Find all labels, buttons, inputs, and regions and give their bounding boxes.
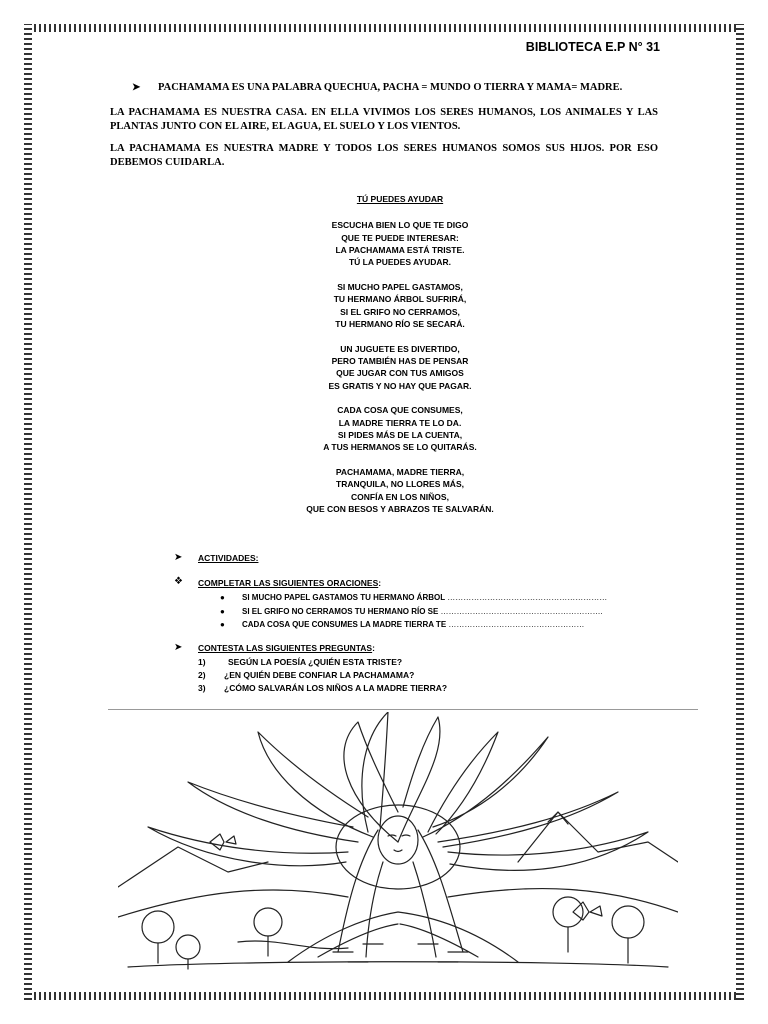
poem-line: SI PIDES MÁS DE LA CUENTA, xyxy=(337,429,463,440)
poem-line: UN JUGUETE ES DIVERTIDO, xyxy=(340,343,460,354)
poem-line: QUE TE PUEDE INTERESAR: xyxy=(341,232,459,243)
poem-line: ES GRATIS Y NO HAY QUE PAGAR. xyxy=(328,380,472,391)
activities-heading: ACTIVIDADES: xyxy=(198,553,259,563)
poem-line: ESCUCHA BIEN LO QUE TE DIGO xyxy=(331,220,469,231)
dot-bullet-icon: ● xyxy=(220,606,225,616)
poem-line: LA PACHAMAMA ESTÁ TRISTE. xyxy=(335,244,465,255)
poem-stanza xyxy=(200,343,600,392)
poem-line: CONFÍA EN LOS NIÑOS, xyxy=(351,491,449,502)
poem-line: LA MADRE TIERRA TE LO DA. xyxy=(338,417,462,428)
poem-stanza xyxy=(200,281,600,330)
arrow-bullet-icon: ➤ xyxy=(132,82,141,93)
poem-line: SI MUCHO PAPEL GASTAMOS, xyxy=(337,281,463,292)
poem-line: TU HERMANO ÁRBOL SUFRIRÁ, xyxy=(333,294,467,305)
pachamama-illustration xyxy=(118,712,678,974)
answer-blank[interactable]: …………………………………………………… xyxy=(447,593,608,602)
poem-line: TRANQUILA, NO LLORES MÁS, xyxy=(336,479,464,490)
list-item: ● SI MUCHO PAPEL GASTAMOS TU HERMANO ÁRBOL …………………………………………………… xyxy=(220,591,607,605)
poem-line: PERO TAMBIÉN HAS DE PENSAR xyxy=(331,355,469,366)
arrow-bullet-icon: ➤ xyxy=(174,552,183,563)
answer-blank[interactable]: ……………………………………………………. xyxy=(440,606,603,616)
intro-bullet-text: PACHAMAMA ES UNA PALABRA QUECHUA, PACHA = MUNDO O TIERRA Y MAMA= MADRE. xyxy=(158,82,623,93)
poem xyxy=(200,193,600,528)
poem-line: QUE CON BESOS Y ABRAZOS TE SALVARÁN. xyxy=(306,503,494,514)
page-border-left xyxy=(24,24,32,1000)
list-item: ● SI EL GRIFO NO CERRAMOS TU HERMANO RÍO SE ……………………………………………………. xyxy=(220,605,607,619)
list-item: 2) ¿EN QUIÉN DEBE CONFIAR LA PACHAMAMA? xyxy=(198,670,415,680)
poem-title: TÚ PUEDES AYUDAR xyxy=(356,194,444,204)
page-header-title: BIBLIOTECA E.P N° 31 xyxy=(525,40,660,54)
complete-list xyxy=(220,591,607,632)
poem-stanza xyxy=(200,466,600,515)
dot-bullet-icon: ● xyxy=(220,593,225,602)
intro-paragraph-2: LA PACHAMAMA ES NUESTRA MADRE Y TODOS LOS SERES HUMANOS SOMOS SUS HIJOS. POR ESO DEBEMOS CUIDARLA. xyxy=(110,143,658,168)
page-border-right xyxy=(736,24,744,1000)
intro-paragraph-1: LA PACHAMAMA ES NUESTRA CASA. EN ELLA VIVIMOS LOS SERES HUMANOS, LOS ANIMALES Y LAS PLANTAS JUNTO CON EL AIRE, EL AGUA, EL SUELO Y LOS VIENTOS. xyxy=(110,107,658,132)
questions-heading: CONTESTA LAS SIGUIENTES PREGUNTAS: xyxy=(198,643,375,653)
poem-line: A TUS HERMANOS SE LO QUITARÁS. xyxy=(323,442,477,453)
poem-stanza xyxy=(200,219,600,268)
page-border-top xyxy=(24,24,744,32)
answer-blank[interactable]: …………………………………………… xyxy=(448,620,585,629)
dot-bullet-icon: ● xyxy=(220,620,225,629)
arrow-bullet-icon: ➤ xyxy=(174,642,183,653)
diamond-bullet-icon: ❖ xyxy=(174,576,183,587)
poem-stanza xyxy=(200,404,600,453)
list-item: 1) SEGÚN LA POESÍA ¿QUIÉN ESTA TRISTE? xyxy=(198,657,403,667)
complete-heading-text: COMPLETAR LAS SIGUIENTES ORACIONES xyxy=(198,578,379,588)
divider xyxy=(108,709,698,710)
poem-line: TU HERMANO RÍO SE SECARÁ. xyxy=(335,318,465,329)
poem-line: SI EL GRIFO NO CERRAMOS, xyxy=(340,306,460,317)
poem-line: TÚ LA PUEDES AYUDAR. xyxy=(348,257,451,268)
poem-line: CADA COSA QUE CONSUMES, xyxy=(337,405,463,416)
list-item: ● CADA COSA QUE CONSUMES LA MADRE TIERRA TE …………………………………………… xyxy=(220,618,607,632)
complete-heading: COMPLETAR LAS SIGUIENTES ORACIONES: xyxy=(198,578,382,588)
list-item: 3) ¿CÓMO SALVARÁN LOS NIÑOS A LA MADRE TIERRA? xyxy=(198,683,448,693)
questions-list xyxy=(198,656,447,695)
poem-line: PACHAMAMA, MADRE TIERRA, xyxy=(335,467,465,478)
questions-heading-text: CONTESTA LAS SIGUIENTES PREGUNTAS xyxy=(198,643,373,653)
page-border-bottom xyxy=(24,992,744,1000)
poem-line: QUE JUGAR CON TUS AMIGOS xyxy=(336,368,464,379)
